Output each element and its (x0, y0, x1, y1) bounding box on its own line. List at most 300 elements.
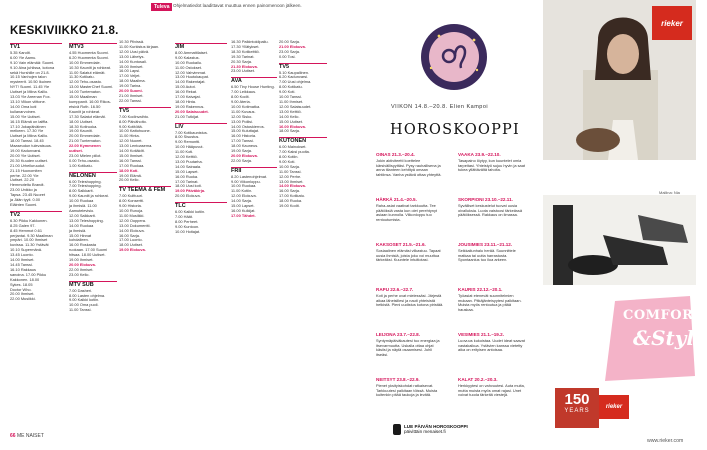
programme-line: 6.00 Yle Aamu. (10, 54, 37, 60)
programme-line: perjantai. 9.30 Maailman (10, 232, 53, 238)
programme-line: 12.00 Salaisuudet. (279, 103, 312, 109)
programme-line: 7.00 Häät. (175, 214, 193, 219)
phone-icon (393, 424, 401, 435)
sign-name: NEITSYT 23.8.–22.9. (376, 377, 420, 382)
programme-line: 13.10 Viikon viittone. (10, 98, 46, 104)
brand-logo-small: rieker (599, 395, 629, 419)
programme-line: 8.00 Kotiin. (279, 154, 299, 160)
programme-highlight: 19.00 Elokuva. (119, 247, 146, 253)
programme-line: 14.00 Ostoskierros. (231, 123, 265, 129)
programme-line: 14.00 Rakentajat. (175, 79, 206, 85)
programme-line: 16.10 Rakkaus (10, 266, 36, 272)
listing-column (119, 40, 171, 253)
programme-line: 19.00 Kodit. (279, 203, 300, 209)
programme-line: 6.30 Pikku Kakkonen. (10, 217, 48, 223)
programme-line: 14.00 Kotiäidit. (119, 148, 145, 154)
shoe-photo (543, 195, 696, 285)
sign-text: Syntymäpäiväkautesi tuo energiaa ja itsevarmuutta. Uskalla ottaa ohjat käsiisi ja näytä osaamisesi. Juhli itseäsi. (376, 337, 440, 358)
programme-line: Uutiset ja Miina Kallio. (10, 89, 49, 95)
programme-line: 8.00 Sisustus. (175, 134, 200, 140)
programme-line: 23.00 Kello. (69, 271, 90, 277)
programme-line: 10.00 Kattohuone. (119, 128, 151, 134)
programme-line: 18.30 Kotikeittiö. (231, 48, 260, 54)
programme-line: 13.00 Lähetys. (119, 53, 145, 59)
programme-line: 15.00 Uutiset. (279, 118, 304, 124)
programme-highlight: 17.00 Tähdet. (231, 212, 256, 218)
programme-line: 19.00 Elämä. (119, 172, 142, 178)
programme-line: 10.00 Emmerdale. (69, 59, 101, 65)
slogan-comfort: COMFORT (623, 308, 704, 323)
programme-line: 21.00 Tutkijat. (175, 113, 200, 119)
programme-line: Uutiset ja Miina Kallio. (10, 133, 49, 139)
programme-line: 1.00 Kotikatu. (69, 162, 93, 168)
programme-line: 13.00 Huutokaupat. (175, 74, 209, 80)
programme-line: 18.00 Maailma. (119, 78, 146, 84)
programme-line: 13.45 Luonto. (10, 252, 34, 258)
listing-column (175, 40, 227, 235)
programme-line: 21.00 Tuntematon. (69, 138, 102, 144)
sign-text: Sosiaalinen elämäsi vilkastuu. Tapaat uusia ihmisiä, joista joku voi muuttua tärkeäksi. Kuuntele intuitiotasi. (376, 247, 441, 263)
page-folio (10, 433, 44, 439)
programme-line: 16.00 Rekat. (175, 89, 198, 95)
programme-highlight: uutiset. (69, 148, 83, 154)
sign-name: KAURIS 22.12.–20.1. (458, 287, 503, 292)
programme-line: 16.00 Tanssi. (119, 157, 142, 163)
programme-line: 10.00 Hääpuvut. (175, 144, 204, 150)
sign-name: OINAS 21.3.–20.4. (376, 152, 415, 157)
programme-line: 11.00 Koti. (175, 149, 194, 155)
programme-line: 11.30 Kotikatu. (69, 74, 95, 80)
programme-line: ja ihmisiä. (69, 227, 87, 233)
sign-text: Seikkailunhalu herää. Suunnittele matkaa tai uutta harrastusta. Spontaanius tuo iloa arkeen. (458, 247, 516, 263)
programme-line: 19.30 Tarinat. (231, 53, 255, 59)
channel-heading: KUTONEN (279, 137, 327, 144)
sign-text: Tasapaino löytyy, kun kuuntelet omia tarpeitasi. Yhteistyö sujuu hyvin ja saat tukea yllättävältä taholta. (458, 157, 525, 173)
sign-name: VESIMIES 21.1.–19.2. (458, 332, 504, 337)
programme-line: 9.00 Viikonloppu. (231, 178, 261, 184)
programme-line: Aamutelevisio. (69, 208, 95, 213)
sign-name: KALAT 20.2.–20.3. (458, 377, 498, 382)
programme-line: 12.00 Nuoret. (119, 138, 143, 144)
programme-line: 20.00 Yle Uutiset. (10, 152, 41, 158)
programme-line: 19.00 Rakennus. (175, 103, 205, 109)
listing-column (231, 40, 277, 219)
programme-line: 8.00 Ammattilaiset. (175, 49, 208, 55)
programme-line: Kauniit ja rohkeat. (69, 108, 101, 114)
programme-line: Uutiset. 22.20 (10, 177, 35, 183)
programme-line: 11.00 Ostokset. (175, 64, 202, 70)
programme-line: 14.00 Ihmiset. (10, 257, 35, 263)
channel-heading: FRII (231, 167, 277, 174)
programme-line: 7.00 Kulttuuri. (119, 193, 144, 199)
programme-line: 16.00 Roskasta (69, 242, 97, 248)
programme-line: 12.00 Elokuva. (231, 193, 257, 199)
horoscope-sign (458, 378, 526, 398)
programme-line: kullanarvoinen. (10, 108, 37, 114)
programme-line: 10.00 Hoitajat. (175, 228, 201, 234)
programme-line: 20.00 Emmerdale. (69, 133, 101, 139)
programme-line: Sykes. 18.05 (10, 281, 33, 287)
programme-line: 9.10 Vain elämää: Suomi. (10, 59, 55, 65)
programme-line: 9.00 Kuntoon. (175, 223, 200, 229)
magazine-name: ME NAISET (16, 433, 44, 439)
programme-line: 9.00 Kotitöitä. (119, 123, 143, 129)
programme-highlight: 20.00 Suomi. (119, 88, 143, 94)
programme-line: kuvissa. 11.30 Ystävät (10, 242, 49, 248)
sign-name: VAAKA 23.9.–22.10. (458, 152, 501, 157)
programme-line: 16.30 Palkintokilpailu. (231, 39, 269, 44)
programme-line: 17.30 Yllätykset. (231, 43, 260, 49)
anniversary-badge (555, 388, 599, 428)
programme-line: 17.00 Tanssi. (231, 138, 254, 144)
programme-line: 12.00 Salkkarit. (69, 212, 96, 218)
programme-line: 13.00 Puutarha. (175, 158, 203, 164)
programme-line: ja Jään tyyli. 0.00 (10, 197, 41, 203)
photo-credit: Mallina: Nia (659, 190, 680, 195)
programme-line: Maaseudun tulevaisuus. (10, 143, 52, 149)
programme-highlight: 20.00 Elokuva. (231, 152, 258, 158)
listing-column (69, 40, 117, 313)
sign-text: Jokin aktiviteetti koettelee kärsivällisyyttäsi. Pysy rauhallisena ja anna tilanteen kehittyä omaan tahtiinsa. Vanha ystävä ottaa yhteyttä. (376, 157, 442, 178)
sign-text: Työasiat etenevät suunnitelmien mukaan. Pitkäjänteisyytesi palkitaan. Muista myös rentoutua ja pitää hauskaa. (458, 292, 522, 313)
programme-line: 6.20 Huomenta Suomi. (69, 54, 109, 60)
sign-name: JOUSIMIES 23.11.–21.12. (458, 242, 513, 247)
anniversary-number: 150 (564, 391, 590, 408)
programme-line: sanoina. 17.00 Pikku (10, 271, 47, 277)
programme-line: kohdalleen. (69, 237, 89, 243)
slogan-badge (605, 296, 707, 381)
programme-highlight: 19.00 Päiväkirja. (175, 188, 206, 194)
horoscope-sign (376, 198, 444, 223)
programme-highlight: 20.00 Salaisuudet. (175, 108, 209, 114)
programme-line: 8.20 Lastenohjelmat. (231, 173, 268, 179)
programme-line: 21.00 Ihmiset. (119, 92, 144, 98)
channel-heading: TLC (175, 202, 227, 209)
programme-line: 21.15 Huonomiten (10, 167, 42, 173)
author: Elien Kampoi (449, 104, 489, 110)
programme-line: 11.00 Hinta. (119, 133, 140, 139)
programme-line: 9.00 Historia. (119, 203, 142, 209)
channel-heading: JIM (175, 43, 227, 50)
programme-line: Hemmoteltu Brandt. (10, 182, 45, 188)
programme-line: 7.00 Kotikaunistus. (175, 129, 208, 135)
programme-highlight: 22.00 Kymmenen (69, 143, 101, 149)
programme-highlight: 21.00 Elokuva. (279, 43, 306, 49)
programme-line: 11.00 Ihmiset. (279, 98, 304, 104)
programme-line: 5.10 Kaupallinen. (279, 69, 310, 75)
programme-line: 15.00 Maailman (69, 94, 97, 100)
programme-line: 12.00 Teho-osasto. (69, 79, 103, 85)
programme-line: 7.00 Kodinvaihto. (119, 113, 150, 119)
programme-line: 14.00 Kello. (279, 113, 300, 119)
programme-line: 20.00 Elokuva. (175, 193, 201, 199)
sign-text: Pienet yksityiskohdat ratkaisevat. Tarkkuutesi palkitaan töissä. Muista kuitenkin pitää taukoja ja levätä. (376, 382, 438, 398)
programme-highlight: 14.00 Elokuva. (279, 183, 306, 189)
programme-line: 8.45 Hemmot 0.61 (10, 227, 43, 233)
programme-line: 11.00 Kurkistus kirjaan. (119, 43, 160, 49)
horoscope-sign (376, 333, 444, 358)
programme-line: 6.00 Mainokset. (279, 144, 307, 150)
programme-line: 18.00 Tanssi. 18.45 (10, 138, 44, 144)
programme-line: 9.00 Kauniit ja rohkeat. (69, 193, 109, 199)
programme-line: 9.00 Remontti. (175, 139, 201, 145)
programme-line: 14.00 Elokuva. (119, 227, 145, 233)
horoscope-footer (393, 424, 468, 435)
horoscope-sign (458, 288, 526, 313)
channel-heading: AVA (231, 77, 277, 84)
programme-line: 18.00 Uusi koti. (175, 183, 202, 189)
programme-line: 15.00 Hinnat (69, 232, 92, 238)
programme-line: 13.00 Poliisi. (231, 118, 254, 124)
programme-line: 8.00 Salkkarit. (69, 188, 94, 194)
programme-line: 7.00 Teleshopping. (69, 183, 102, 189)
programme-line: etsivä Roth. 16.50 (69, 103, 101, 109)
programme-line: 16.00 Sarja. (279, 188, 300, 194)
programme-line: 13.00 Keittiö. (279, 108, 302, 114)
channel-heading: LIV (175, 123, 227, 130)
channel-heading: TV2 (10, 211, 62, 218)
sign-name: SKORPIONI 23.10.–22.11. (458, 197, 513, 202)
programme-line: 19.00 Ihmiset. (69, 257, 94, 263)
programme-line: 19.00 Sarja. (231, 148, 252, 154)
programme-line: 0.00 Teho-osasto. (69, 157, 100, 163)
programme-line: Eläinten Suomi. (10, 202, 38, 207)
programme-line: 10.30 Pilvissä. (119, 39, 145, 44)
programme-line: 9.00 Koti. (279, 158, 296, 164)
programme-line: 10.00 Runoja. (119, 208, 144, 213)
programme-line: 14.45 Tanssi. (10, 261, 33, 267)
programme-line: 18.00 Hinta. (175, 98, 196, 104)
programme-line: 6.50 Tiny House Hunting. (231, 84, 275, 90)
programme-line: 16.00 Historia. (231, 133, 257, 139)
notice-label: Tuleva (151, 3, 172, 11)
sign-text: Herkkyytesi on vahvuutesi. Auta muita, mutta muista myös omat rajasi. Unet voivat tuoda tärkeitä viestejä. (458, 382, 525, 398)
footer-sub: päivittäin menaiset.fi (404, 429, 446, 434)
programme-line: 9.00 Kaikki kotiin. (69, 297, 100, 303)
programme-line: 21.00 Urheiluruudut. (10, 162, 46, 168)
programme-line: 10.30 Kauniit ja rohkeat. (69, 64, 111, 70)
programme-line: 12.00 Ooppera. (119, 217, 147, 223)
programme-line: 14.00 Tuntematon. (69, 89, 102, 95)
programme-line: 14.00 Ruokaa (69, 222, 94, 228)
programme-line: 18.00 Sarja. (279, 128, 300, 134)
horoscope-sign (376, 378, 444, 398)
footer-text: LUE PÄIVÄN HOROSKOOPPI (404, 424, 468, 429)
programme-line: 9.10 Aina juhlissa, kotona (10, 64, 55, 70)
programme-line: 5.35 Kandit. (10, 49, 31, 55)
programme-line: 17.10 Jokapäiväinen (10, 123, 46, 129)
programme-line: mysteerit. 10.50 Ikuinen (10, 79, 52, 85)
programme-line: 15.00 Ihmiset. (119, 152, 144, 158)
programme-line: 18.00 Uutiset. (69, 118, 94, 124)
programme-line: 20.00 Ihmiset. (10, 291, 35, 297)
programme-line: 9.00 Kalastus. (175, 54, 200, 60)
programme-line: 6.00 Kaikki kotiin. (175, 209, 206, 215)
programme-line: hitsaa. 18.00 Uutiset. (69, 252, 106, 258)
programme-line: 12.00 Perhe. (279, 173, 302, 179)
programme-line: 15.00 Yle Uutiset. (10, 113, 41, 119)
programme-line: 17.00 Kotikatu. (279, 193, 305, 199)
programme-line: 19.00 Kauniit. (69, 128, 93, 134)
programme-line: 17.00 Kaivajat. (175, 94, 201, 100)
programme-line: 7.00 Kaksi puolta. (279, 149, 310, 155)
programme-line: 17.00 Veljet. (119, 73, 141, 79)
listing-column (279, 40, 327, 209)
programme-highlight: 20.00 Elokuva. (69, 261, 96, 267)
programme-line: kumppanit. 16.00 Rikos- (69, 98, 111, 104)
programme-line: 15.00 Ihmiset. (119, 63, 144, 69)
programme-line: 20.00 Kello. (119, 177, 140, 183)
programme-line: 13.00 Ihmiset. (279, 178, 304, 184)
horoscope-section (363, 0, 543, 450)
sign-text: Luovuus kukoistaa. Uudet ideat saavat vastakaikua. Ystävien kanssa vietetty aika on erityisen antoisaa. (458, 337, 525, 353)
programme-line: 17.00 Ruokaa. (119, 162, 145, 168)
programme-line: 22.00 Musiikki. (10, 296, 36, 302)
programme-line: 22.00 Sarja. (231, 157, 252, 163)
sign-name: LEIJONA 23.7.–22.8. (376, 332, 421, 337)
shoe-advertisement (543, 0, 707, 450)
programme-line: 15.00 Lapset. (175, 168, 199, 174)
programme-line: 17.30 Salatut elämät. (69, 113, 106, 119)
horoscope-sign (458, 198, 526, 218)
programme-line: 10.00 Ruokailu. (175, 59, 203, 65)
horoscope-sign (458, 153, 526, 173)
programme-line: 14.00 Sarja. (231, 198, 252, 204)
programme-line: 19.00 Tarina. (119, 83, 142, 89)
programme-line: 13.00 Dokumentti. (119, 222, 151, 228)
programme-line: 22.00 Tanssi. (119, 97, 142, 103)
programme-line: 14.00 Kuntosali. (119, 58, 147, 64)
programme-line: 9.00 Koti. (279, 89, 296, 95)
programme-line: 10.00 Oma puoli. (69, 302, 99, 308)
programme-line: 12.00 Vahvimmat. (175, 69, 207, 75)
programme-line: 20.00 Sarja. (279, 39, 300, 44)
notice-text: Ohjelmatiedot laadittavat muuttua ennen painomenoon jälkeen. (173, 3, 302, 8)
programme-line: 8.00 Lasten ohjelma. (69, 292, 106, 298)
programme-line: NYT! Suomi. 11.45 Yle (10, 84, 50, 90)
programme-line: 10.10 Supermänä. (10, 247, 43, 253)
programme-line: 23.00 Unikko ja (10, 187, 37, 193)
programme-line: 18.00 Kauneus. (231, 143, 259, 149)
programme-line: 15.00 Kuluttajat. (231, 128, 260, 134)
programme-highlight: 18.00 Koti. (119, 167, 139, 173)
programme-line: 14.00 Sairaala. (175, 163, 202, 169)
programme-line: 16.00 Lapsi. (119, 68, 141, 74)
channel-heading: TV TEEMA & FEM (119, 186, 171, 193)
programme-line: melkeen. 17.30 Yle (10, 128, 44, 134)
programme-line: 16.15 Elämä on laiffia. (10, 118, 49, 124)
horoscope-sign (458, 333, 526, 353)
programme-line: Doctor Who. (10, 286, 32, 292)
horoscope-sign (458, 243, 526, 263)
sign-name: HÄRKÄ 21.4.–20.5. (376, 197, 417, 202)
programme-line: 10.00 Sarja. (279, 163, 300, 169)
programme-line: Kakkonen. 18.00 (10, 276, 40, 282)
programme-line: 11.00 Musiikki. (119, 212, 145, 218)
programme-line: 13.00 MasterChef Suomi. (69, 84, 114, 90)
anniversary-label: YEARS (564, 408, 590, 414)
programme-line: 10.00 Ruokaa (69, 198, 94, 204)
channel-heading: MTV SUB (69, 281, 117, 288)
channel-heading: NELONEN (69, 172, 117, 179)
programme-line: 12.00 Uusi päivä. (119, 48, 150, 54)
programme-line: 13.03 Yle Areenan Fox. (10, 94, 51, 100)
programme-line: 8.00 Kodit. (231, 94, 250, 100)
programme-line: 10.00 Ruokaa. (231, 183, 257, 189)
listing-column (10, 40, 62, 302)
week-range: VIIKON 14.8.–20.8. Elien Kampoi (391, 104, 489, 110)
programme-line: 16.00 Sarja. (119, 232, 140, 238)
programme-line: 8.00 Päivähoito. (119, 118, 147, 124)
programme-line: 10.00 Tanssi. (279, 94, 302, 100)
programme-line: 8.00 Konsertti. (119, 198, 145, 204)
programme-line: 16.00 Ruoka. (175, 173, 199, 179)
programme-line: 7.00 Dasheri. (69, 287, 93, 293)
programme-line: 20.30 Sarja. (231, 58, 252, 64)
programme-line: 6.20 Kadunvarsi. (279, 74, 309, 80)
programme-line: 14.00 Oma koti (10, 103, 37, 109)
brand-logo: rieker (652, 6, 692, 40)
programme-highlight: 16.00 Elokuva. (279, 123, 306, 129)
programme-line: 13.00 Lentoasema. (119, 143, 153, 149)
programme-line: 20.30 Kuuden uutiset. (10, 157, 48, 163)
programme-line: perhe. 22.00 Yle (10, 172, 39, 178)
programme-line: 11.00 Tanssi. (69, 307, 92, 313)
programme-line: 23.00 Sarja. (279, 48, 300, 54)
channel-heading: TV5 (279, 63, 327, 70)
programme-line: 15.00 Lapset. (231, 203, 255, 209)
horoscope-sign (376, 153, 444, 178)
sign-text: Raha-asiat vaativat tarkkuutta. Tee päätöksiä vasta kun olet perehtynyt asiaan kunnolla. Viikonloppu tuo rentoutumista. (376, 202, 437, 223)
slogan-style: &Style (633, 326, 707, 350)
channel-heading: MTV3 (69, 43, 117, 50)
programme-line: 8.25 Galen 97. (10, 222, 36, 228)
programme-line: sekä Hurshille on 21.8. (10, 69, 50, 75)
programme-line: Tapsa. 23.45 Nuoret (10, 192, 46, 198)
programme-line: 6.00 Teleshopping. (69, 178, 102, 184)
programme-line: 12.00 Keittiö. (175, 154, 198, 160)
programme-line: 11.00 Tanssi. (279, 168, 302, 174)
page-number: 66 (10, 433, 16, 439)
programme-line: 4.55 Huomenta Suomi. (69, 49, 109, 55)
programme-line: 8.00 Perheet. (175, 218, 199, 224)
programme-line: ympäri. 10.00 Ihmiset (10, 237, 48, 243)
programme-line: 0.00 Tosi. (279, 53, 296, 59)
programme-line: 12.00 Sisko. (231, 113, 253, 119)
programme-line: 11.00 Salatut elämät. (69, 69, 106, 75)
ad-website: www.rieker.com (647, 438, 684, 444)
programme-line: 18.00 Ruoka. (279, 198, 303, 204)
horoscope-sign (376, 243, 444, 263)
programme-line: 13.00 Teleshopping. (69, 217, 104, 223)
horoscope-sign (376, 288, 444, 308)
sign-text: Syvälliset keskustelut tuovat uusia oivalluksia. Luota vaistoosi tärkeässä päätöksessä. Rakkaus on ilmassa. (458, 202, 523, 218)
programme-line: ruokaan. 17.00 Suomi (69, 247, 108, 253)
programme-line: 10.00 Kotimatka. (231, 103, 261, 109)
channel-heading: TV5 (119, 107, 171, 114)
programme-line: 9.00 Ateria. (231, 98, 251, 104)
programme-line: 11.00 Kotiin. (231, 188, 253, 194)
programme-line: 18.30 Kotiruoka. (69, 123, 98, 129)
programme-line: 23.00 Uutiset. (231, 68, 256, 74)
programme-line: 22.00 Ihmiset. (69, 266, 94, 272)
programme-line: 10.15 Vanhojen talon (10, 74, 47, 80)
programme-line: 15.00 Autot. (175, 84, 196, 90)
programme-line: 19.00 Kadunvarsi. (10, 148, 42, 154)
programme-line: 16.00 Kulkijat. (231, 208, 256, 213)
programme-line: ja ihmisiä. 11.00 (69, 203, 97, 209)
programme-line: 7.00 Leikkaus. (231, 89, 257, 95)
